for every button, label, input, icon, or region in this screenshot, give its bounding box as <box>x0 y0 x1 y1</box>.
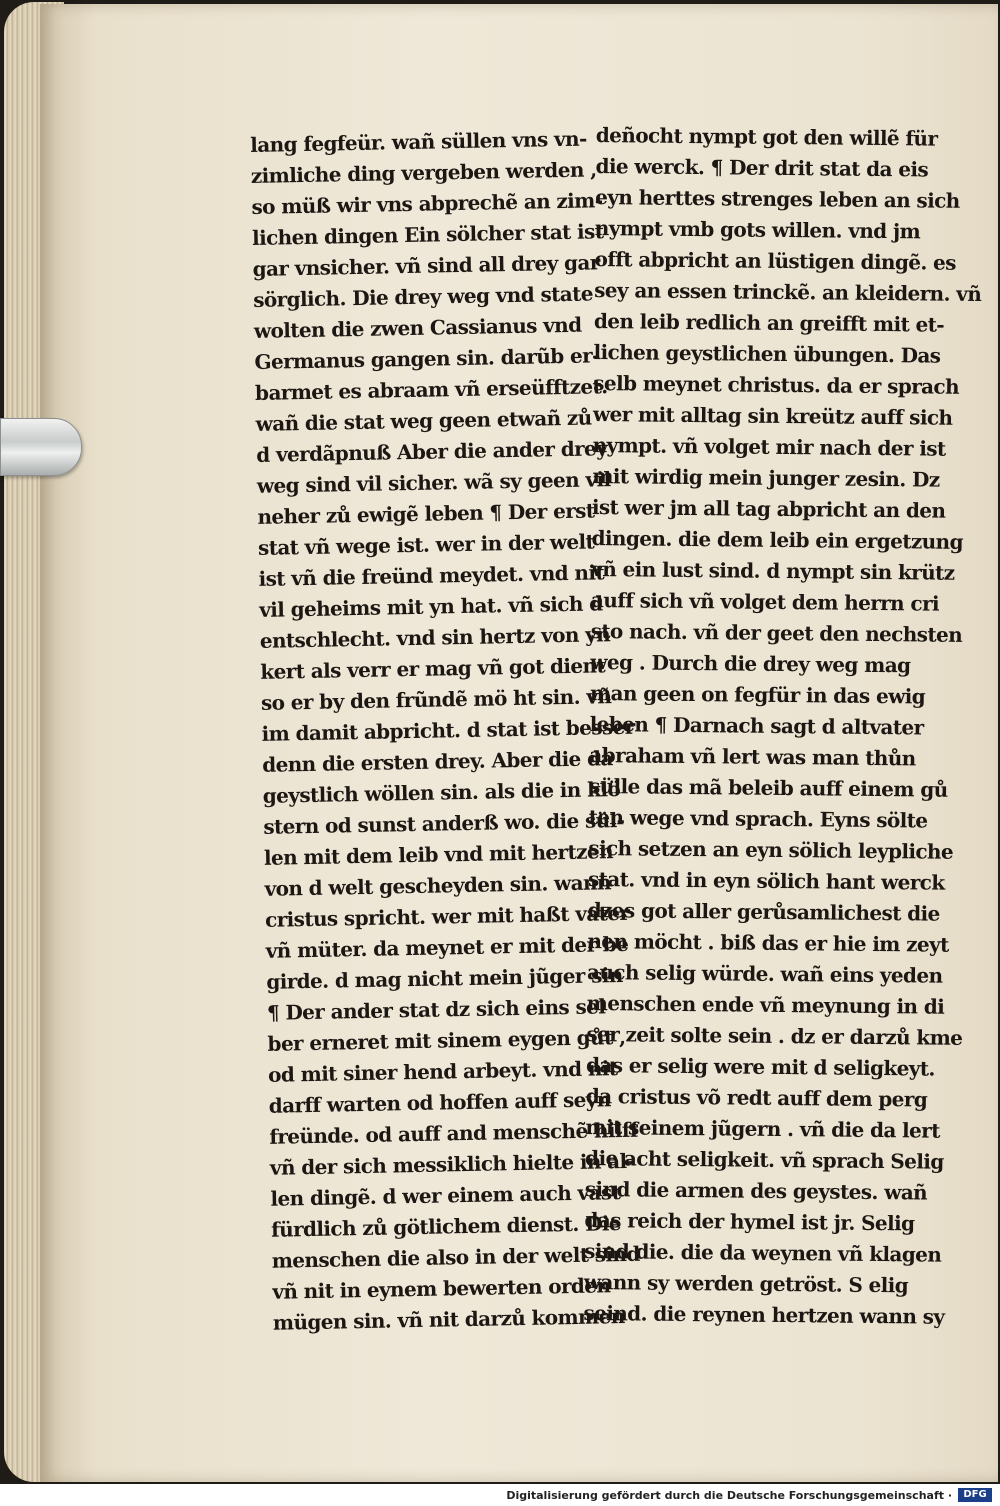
left-column-line: wolten die zwen Cassianus vnd <box>253 312 582 343</box>
right-column-line: sülle das mã beleib auff einem gů <box>588 773 948 802</box>
right-column-line: man geen on fegfür in das ewig <box>589 680 926 709</box>
left-column-line: ber erneret mit sinem eygen gůt , <box>267 1024 626 1056</box>
left-column-line: barmet es abraam vñ erseüfftzet. <box>254 374 608 405</box>
left-column-line: geystlich wöllen sin. als die in klö <box>262 777 621 808</box>
right-column-line: selb meynet christus. da er sprach <box>593 370 960 399</box>
left-column-line: menschen die also in der welt sind <box>271 1241 640 1273</box>
left-column-line: ¶ Der ander stat dz sich eins sel <box>266 994 606 1025</box>
right-column-line: mit wirdig mein junger zesin. Dz <box>592 463 940 492</box>
left-column-line: lichen dingen Ein sölcher stat ist <box>251 219 604 250</box>
right-column-line: ist wer jm all tag abpricht an den <box>591 494 946 523</box>
left-column-line: ist vñ die freünd meydet. vnd nit <box>258 560 605 591</box>
right-column-line: menschen ende vñ meynung in di <box>586 990 945 1019</box>
left-column-line: so er by den frũndẽ mö ht sin. vñ <box>260 684 612 715</box>
left-column-line: girde. d mag nicht mein jũger sin <box>266 963 623 994</box>
left-column-line: vñ der sich messiklich hielte in al- <box>269 1148 635 1180</box>
right-column-line: wann sy werden getröst. S elig <box>583 1269 909 1298</box>
right-column-line: dingen. die dem leib ein ergetzung <box>591 525 964 554</box>
right-column-line: leben ¶ Darnach sagt d altvater <box>589 711 924 740</box>
footer-credit: Digitalisierung gefördert durch die Deutsche Forschungsgemeinschaft · <box>506 1489 952 1502</box>
left-column-line: vñ müter. da meynet er mit der be <box>265 931 629 963</box>
footer-bar <box>0 1484 1000 1506</box>
right-column-line: lichen geystlichen übungen. Das <box>593 339 941 368</box>
right-column-line: mit seinem jũgern . vñ die da lert <box>585 1114 940 1143</box>
left-column-line: wañ die stat weg geen etwañ zů <box>255 405 592 436</box>
right-column-line: sich setzen an eyn sölich leypliche <box>588 835 954 864</box>
left-column-line: weg sind vil sicher. wã sy geen vil <box>256 467 611 498</box>
right-column-line: sey an essen trinckẽ. an kleidern. vñ <box>594 277 982 307</box>
right-column-line: ser zeit solte sein . dz er darzů kme <box>586 1021 963 1050</box>
right-column-line: das reich der hymel ist jr. Selig <box>584 1207 915 1236</box>
dfg-logo-icon: DFG <box>958 1488 992 1502</box>
right-column-line: sind die armen des geystes. wañ <box>584 1176 928 1205</box>
left-column-line: so müß wir vns abprechẽ an zim- <box>251 188 603 219</box>
right-column-line: nympt. vñ volget mir nach der ist <box>592 432 946 461</box>
right-column-line: eyn herttes strenges leben an sich <box>595 184 960 213</box>
right-column-line: dzes got aller gerůsamlichest die <box>587 897 940 926</box>
right-column-line: den leib redlich an greifft mit et- <box>593 308 945 337</box>
right-column-line: offt abpricht an lüstigen dingẽ. es <box>594 246 957 275</box>
left-column-line: im damit abpricht. d stat ist besser <box>261 714 635 746</box>
left-column-line: mügen sin. vñ nit darzů kommen <box>272 1304 625 1335</box>
right-column-line: stat. vnd in eyn sölich hant werck <box>587 866 945 895</box>
right-column-line: auch selig würde. wañ eins yeden <box>586 959 943 988</box>
right-column-line: die werck. ¶ Der drit stat da eis <box>595 153 929 182</box>
right-column-line: weg . Durch die drey weg mag <box>590 649 911 678</box>
left-column-line: Germanus gangen sin. darũb er- <box>254 343 600 374</box>
left-column-line: darff warten od hoffen auff seyn <box>268 1087 611 1118</box>
right-text-column <box>583 120 982 1333</box>
left-column-line: len dingẽ. d wer einem auch vast <box>270 1180 621 1211</box>
left-column-line: freünde. od auff and menschẽ hilff <box>269 1117 639 1149</box>
left-column-line: cristus spricht. wer mit haßt vater <box>264 900 630 932</box>
left-column-line: von d welt gescheyden sin. wann <box>264 870 612 901</box>
left-column-line: stat vñ wege ist. wer in der welt <box>257 529 595 560</box>
right-column-line: seind. die reynen hertzen wann sy <box>583 1300 945 1329</box>
left-column-line: zimliche ding vergeben werden , <box>250 157 597 188</box>
page-clip <box>0 418 82 476</box>
right-column-line: nen möcht . biß das er hie im zeyt <box>587 928 949 957</box>
right-column-line: deñocht nympt got den willẽ für <box>595 122 938 151</box>
left-column-line: kert als verr er mag vñ got dient <box>260 653 606 684</box>
left-column-line: gar vnsicher. vñ sind all drey gar <box>252 250 600 281</box>
left-column-line: lang fegfeür. wañ süllen vns vn- <box>250 126 587 157</box>
right-column-line: die acht seligkeit. vñ sprach Selig <box>585 1145 944 1174</box>
right-column-line: wer mit alltag sin kreütz auff sich <box>592 401 953 430</box>
right-column-line: nympt vmb gots willen. vnd jm <box>594 215 921 244</box>
left-column-line: od mit siner hend arbeyt. vnd nit <box>267 1056 618 1087</box>
right-column-line: sto nach. vñ der geet den nechsten <box>590 618 963 647</box>
right-column-line: da cristus võ redt auff dem perg <box>585 1083 928 1112</box>
right-column-line: das er selig were mit d seligkeyt. <box>585 1052 935 1081</box>
right-column-line: vñ ein lust sind. d nympt sin krütz <box>591 556 955 585</box>
left-column-line: vil geheims mit yn hat. vñ sich d <box>258 591 603 622</box>
left-text-column <box>250 123 640 1338</box>
left-column-line: sörglich. Die drey weg vnd state <box>253 281 594 312</box>
left-column-line: d verdãpnuß Aber die ander drey <box>256 436 608 467</box>
left-column-line: denn die ersten drey. Aber die da <box>261 746 614 777</box>
left-column-line: stern od sunst anderß wo. die sül- <box>263 807 625 839</box>
left-column-line: entschlecht. vnd sin hertz von yn <box>259 622 611 653</box>
right-column-line: auff sich vñ volget dem herrn cri <box>590 587 940 616</box>
right-column-line: ten wege vnd sprach. Eyns sölte <box>588 804 928 833</box>
left-column-line: len mit dem leib vnd mit hertzen <box>263 839 614 870</box>
left-column-line: neher zů ewigẽ leben ¶ Der erst <box>257 498 595 529</box>
right-column-line: sind die. die da weynen vñ klagen <box>584 1238 942 1267</box>
right-column-line: abraham vñ lert was man thůn <box>589 742 916 771</box>
left-column-line: vñ nit in eynem bewerten orden <box>272 1273 611 1304</box>
left-column-line: fürdlich zů götlichem dienst. Die <box>270 1211 622 1242</box>
